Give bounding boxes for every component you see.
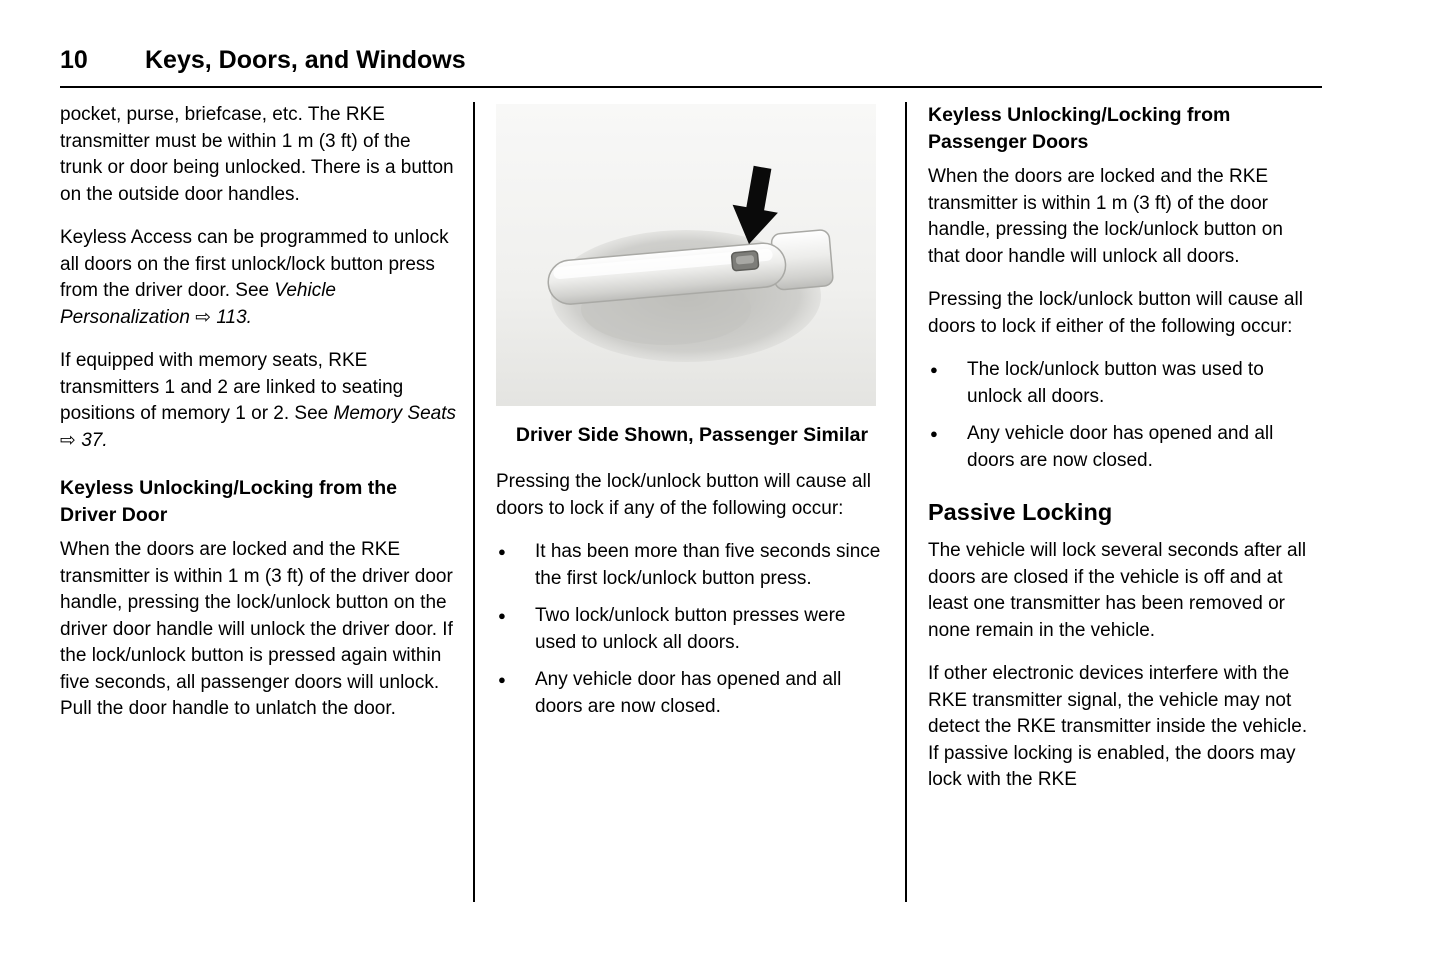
cross-reference: Memory Seats ⇨ 37. xyxy=(60,403,456,451)
list-item xyxy=(496,603,888,656)
column-divider xyxy=(905,102,907,902)
bullet-icon: ● xyxy=(498,672,506,687)
list-item-text: Any vehicle door has opened and all doors are now closed. xyxy=(967,423,1274,471)
paragraph: Pressing the lock/unlock button will cause all doors to lock if either of the following occur: xyxy=(928,289,1303,337)
door-handle-image xyxy=(496,104,876,406)
column-divider xyxy=(473,102,475,902)
column-right xyxy=(928,102,1318,902)
list-item-text: Any vehicle door has opened and all doors are now closed. xyxy=(535,669,842,717)
list-item xyxy=(928,421,1318,474)
list-item xyxy=(496,667,888,720)
paragraph-text: Keyless Access can be programmed to unlock all doors on the first unlock/lock button press from the driver door. See xyxy=(60,227,449,301)
list-item-text: The lock/unlock button was used to unlock all doors. xyxy=(967,359,1264,407)
page-title: Keys, Doors, and Windows xyxy=(145,46,466,74)
header-rule xyxy=(60,86,1322,88)
paragraph-text: If equipped with memory seats, RKE transmitters 1 and 2 are linked to seating positions of memory 1 or 2. See xyxy=(60,350,404,424)
door-handle-illustration xyxy=(496,104,876,406)
bullet-icon: ● xyxy=(498,608,506,623)
paragraph: When the doors are locked and the RKE transmitter is within 1 m (3 ft) of the door handle, pressing the lock/unlock button on that door handle will unlock all doors. xyxy=(928,166,1283,267)
page-header xyxy=(60,46,1322,75)
paragraph: If other electronic devices interfere with the RKE transmitter signal, the vehicle may not detect the RKE transmitter inside the vehicle. If passive locking is enabled, the doors may lock with the RKE xyxy=(928,663,1308,790)
page-number: 10 xyxy=(60,46,88,74)
bullet-list xyxy=(496,539,888,720)
section-heading-passenger-doors: Keyless Unlocking/Locking from Passenger Doors xyxy=(928,104,1231,153)
paragraph: The vehicle will lock several seconds after all doors are closed if the vehicle is off and at least one transmitter has been removed or none remain in the vehicle. xyxy=(928,540,1307,641)
lock-unlock-button-face xyxy=(736,255,755,265)
section-heading-driver-door: Keyless Unlocking/Locking from the Driver Door xyxy=(60,477,397,526)
bullet-icon: ● xyxy=(930,426,938,441)
bullet-icon: ● xyxy=(930,362,938,377)
bullet-icon: ● xyxy=(498,544,506,559)
paragraph: Pressing the lock/unlock button will cause all doors to lock if any of the following occur: xyxy=(496,471,871,519)
column-middle xyxy=(496,102,888,902)
section-heading-passive-locking: Passive Locking xyxy=(928,499,1113,525)
paragraph: pocket, purse, briefcase, etc. The RKE transmitter must be within 1 m (3 ft) of the trunk or door being unlocked. There is a button on the outside door handles. xyxy=(60,104,454,205)
paragraph xyxy=(60,348,456,454)
list-item-text: Two lock/unlock button presses were used to unlock all doors. xyxy=(535,605,846,653)
list-item-text: It has been more than five seconds since the first lock/unlock button press. xyxy=(535,541,881,589)
bullet-list xyxy=(928,357,1318,474)
cross-reference: Vehicle Personalization ⇨ 113. xyxy=(60,280,337,328)
columns xyxy=(60,102,1322,902)
figure-caption: Driver Side Shown, Passenger Similar xyxy=(515,424,869,446)
column-left xyxy=(60,102,456,902)
list-item xyxy=(496,539,888,592)
paragraph: When the doors are locked and the RKE transmitter is within 1 m (3 ft) of the driver door handle, pressing the lock/unlock button on the driver door handle will unlock the driver door. If the lock/unlock button is pressed again within five seconds, all passenger doors will unlock. Pull the door handle to unlatch the door. xyxy=(60,539,453,719)
list-item xyxy=(928,357,1318,410)
paragraph xyxy=(60,225,456,331)
